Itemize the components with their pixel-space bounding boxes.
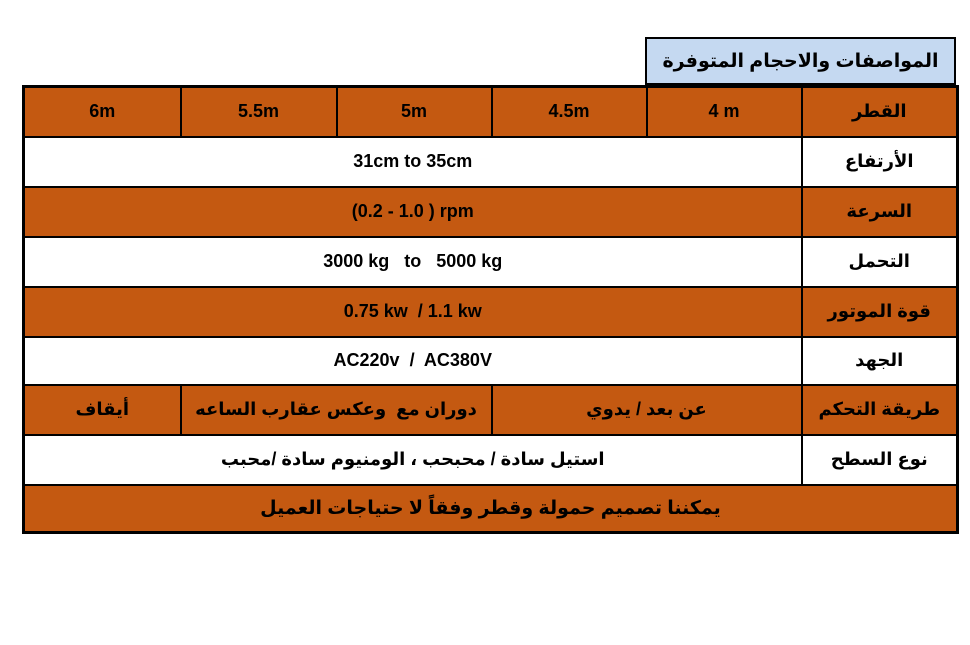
load-label: التحمل [802,237,958,287]
table-row-control [24,385,958,435]
height-label: الأرتفاع [802,137,958,187]
table-row-speed [24,187,958,237]
control-label: طريقة التحكم [802,385,958,435]
speed-label: السرعة [802,187,958,237]
diameter-4-5m: 4.5m [492,87,647,137]
diameter-5-5m: 5.5m [181,87,337,137]
page-title: المواصفات والاحجام المتوفرة [645,37,956,85]
motor-label: قوة الموتور [802,287,958,337]
diameter-label: القطر [802,87,958,137]
table-row-footer [24,485,958,533]
table-row-surface [24,435,958,485]
speed-value: (0.2 - 1.0 ) rpm [24,187,802,237]
diameter-5m: 5m [337,87,492,137]
voltage-label: الجهد [802,337,958,385]
height-value: 31cm to 35cm [24,137,802,187]
control-stop: أيقاف [24,385,181,435]
specifications-table [22,85,959,534]
table-row-motor [24,287,958,337]
voltage-value: AC220v / AC380V [24,337,802,385]
table-row-voltage [24,337,958,385]
surface-value: استيل سادة / محبحب ، الومنيوم سادة /محبب [24,435,802,485]
table-row-height [24,137,958,187]
control-rotation: دوران مع وعكس عقارب الساعه [181,385,492,435]
table-row-diameter [24,87,958,137]
diameter-4m: 4 m [647,87,802,137]
motor-value: 0.75 kw / 1.1 kw [24,287,802,337]
load-value: 3000 kg to 5000 kg [24,237,802,287]
diameter-6m: 6m [24,87,181,137]
surface-label: نوع السطح [802,435,958,485]
table-row-load [24,237,958,287]
control-remote-manual: عن بعد / يدوي [492,385,802,435]
footer-note: يمكننا تصميم حمولة وقطر وفقاً لا حتياجات العميل [24,485,958,533]
